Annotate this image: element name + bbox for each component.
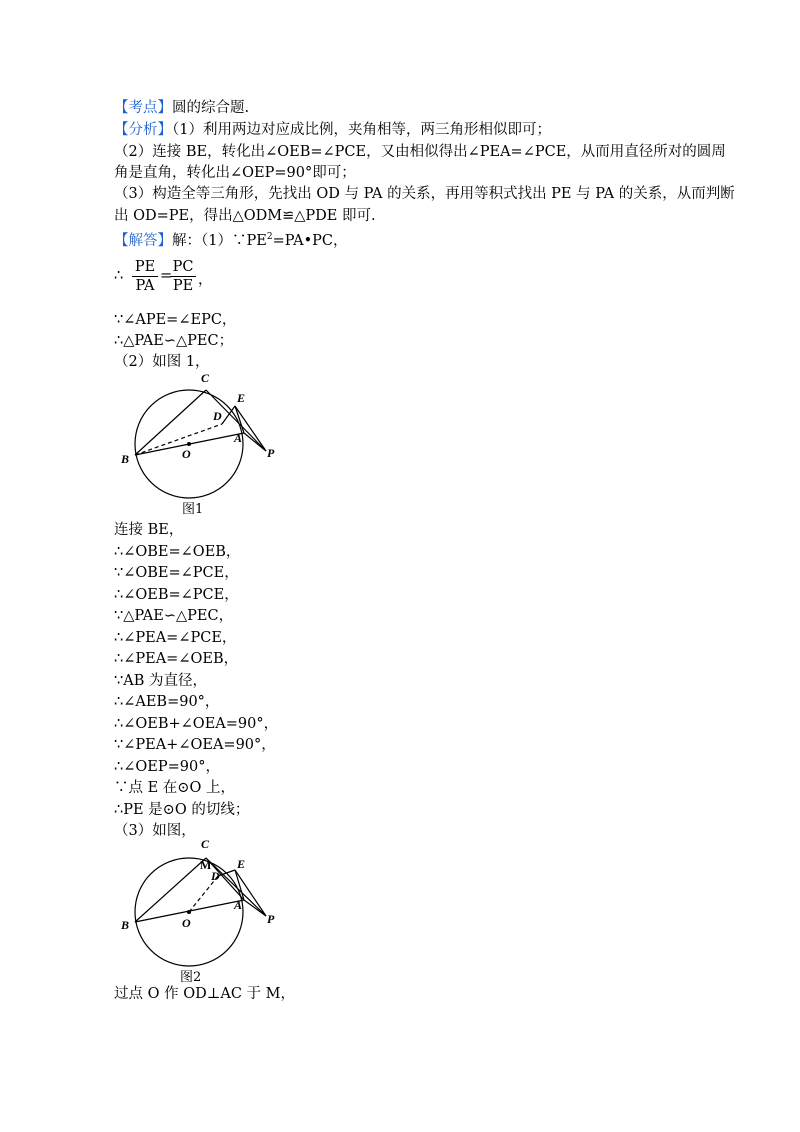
jieda-line <box>114 227 348 251</box>
step-line: （3）如图， <box>114 823 196 839</box>
step-line: ∵∠APE=∠EPC， <box>114 312 237 328</box>
jie-text: 解：（1）∵PE <box>172 232 267 249</box>
comma: ， <box>198 272 213 288</box>
label-m: M <box>200 858 212 872</box>
center-point-o <box>187 910 191 914</box>
label-p: P <box>267 912 275 926</box>
label-a: A <box>234 898 243 912</box>
label-o: O <box>182 916 191 930</box>
step-line: （2）如图 1， <box>114 354 210 370</box>
figure-2 <box>114 836 284 985</box>
fraction-pe-pa <box>132 258 158 295</box>
equals-sign: = <box>160 268 173 284</box>
step-line: ∴∠OEB+∠OEA=90°， <box>114 716 279 732</box>
figure-2-diagram <box>114 836 284 971</box>
step-line: ∴∠OEB=∠PCE， <box>114 587 239 603</box>
label-b: B <box>121 918 130 932</box>
step-line: ∵∠PEA+∠OEA=90°， <box>114 737 276 753</box>
kaodian-line <box>114 98 249 118</box>
fraction-numerator: PE <box>132 258 158 277</box>
fenxi-line-3b: 出 OD=PE，得出△ODM≌△PDE 即可. <box>114 208 376 224</box>
step-line: ∴∠OBE=∠OEB， <box>114 544 241 560</box>
fraction-denominator: PE <box>172 278 194 294</box>
fenxi-text-1: （1）利用两边对应成比例，夹角相等，两三角形相似即可； <box>172 122 551 138</box>
exponent: 2 <box>266 232 273 242</box>
fenxi-line-3a: （3）构造全等三角形，先找出 OD 与 PA 的关系，再用等积式找出 PE 与 PA 的关系，从而判断 <box>114 186 735 202</box>
center-point-o <box>187 442 191 446</box>
label-a: A <box>234 431 243 445</box>
fraction-pc-pe <box>170 258 196 295</box>
figure-1 <box>114 368 284 517</box>
figure-1-diagram <box>114 368 284 503</box>
jie-rest: =PA•PC， <box>272 232 348 249</box>
label-p: P <box>267 446 275 460</box>
label-c: C <box>201 371 210 385</box>
kaodian-text: 圆的综合题. <box>172 100 250 116</box>
segment-de <box>218 870 235 876</box>
step-line: ∵△PAE∽△PEC， <box>114 608 234 624</box>
fenxi-line-2b: 角是直角，转化出∠OEP=90°即可； <box>114 165 356 181</box>
step-line: ∵AB 为直径， <box>114 673 207 689</box>
label-e: E <box>237 391 246 405</box>
label-b: B <box>121 452 130 466</box>
step-line: ∴△PAE∽△PEC； <box>114 333 234 349</box>
fenxi-line-2a: （2）连接 BE，转化出∠OEB=∠PCE，又由相似得出∠PEA=∠PCE，从而用直径所对的圆周 <box>114 144 726 160</box>
fenxi-tag: 【分析】 <box>114 122 172 138</box>
segment-bc <box>135 390 206 455</box>
label-o: O <box>182 447 191 461</box>
step-line: ∵∠OBE=∠PCE， <box>114 565 239 581</box>
step-line: ∴∠AEB=90°， <box>114 694 220 710</box>
step-line: ∵点 E 在⊙O 上， <box>114 780 235 796</box>
fenxi-line-1 <box>114 120 551 140</box>
segment-ea <box>235 406 244 433</box>
segment-bc <box>135 858 206 922</box>
jieda-tag: 【解答】 <box>114 232 172 249</box>
label-d: D <box>211 869 220 883</box>
segment-ap <box>244 900 266 916</box>
step-line: 过点 O 作 OD⊥AC 于 M， <box>114 986 295 1002</box>
therefore-symbol: ∴ <box>114 268 124 284</box>
step-line: ∴∠PEA=∠OEB， <box>114 651 239 667</box>
step-line: ∴∠PEA=∠PCE， <box>114 630 237 646</box>
label-c: C <box>201 837 210 851</box>
figure-2-caption: 图2 <box>180 970 202 985</box>
kaodian-tag: 【考点】 <box>114 100 172 116</box>
label-d: D <box>213 409 222 423</box>
label-e: E <box>237 857 246 871</box>
step-line: 连接 BE， <box>114 522 184 538</box>
figure-1-caption: 图1 <box>182 502 204 517</box>
step-line: ∴PE 是⊙O 的切线； <box>114 802 250 818</box>
fraction-numerator: PC <box>170 258 196 277</box>
step-line: ∴∠OEP=90°， <box>114 759 220 775</box>
fraction-denominator: PA <box>135 278 155 294</box>
